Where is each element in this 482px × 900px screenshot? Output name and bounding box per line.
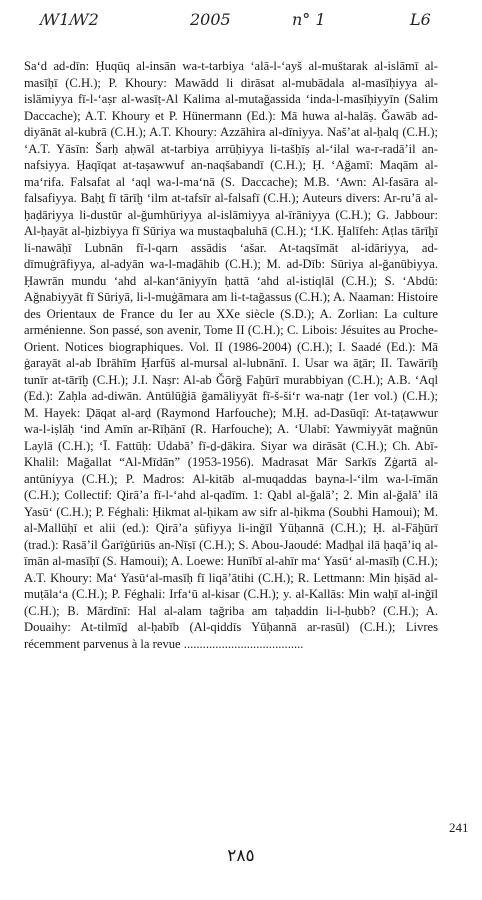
handwritten-year: 2005: [190, 10, 231, 29]
handwritten-initials: L6: [410, 10, 431, 29]
toc-text: Sa‘d ad-dīn: Ḥuqūq al-insān wa-t-tarbiya ‘alā-l-‘ayš al-muštarak al-islāmī al-masīḥī (C.H.); P. Khoury: Mawādd li dirāsat al-mubādala al-masīḥiyya al-islāmiyya fī-l-‘aṣr al-wasīṭ-Al Kalima al-mutaǧassida ‘inda-l-masīḥiyyīn (Salim Daccache); A.T. Khoury et P. Hünermann (Ed.): Mā huwa al-halāṣ. Ǧawāb ad-diyānāt al-kubrā (C.H.); A.T. Khoury: Azzāhira al-dīniyya. Naš’at al-ḥalq (C.H.); ‘A.T. Yāsīn: Šarḥ aḥwāl at-tarbiya arrūḥiyya li-tašḥīṣ al-‘ilal wa-r-radā’il an-nafsiyya. Ḥaqīqat at-taṣawwuf an-naqšabandī (C.H.); Ḥ. ‘Aǧamī: Maqām al-ma‘rifa. Falsafat al ‘aql wa-l-ma‘nā (S. Daccache); M.B. ‘Awn: Al-fasāra al-falsafiyya. Baḥṯ fī tārīḫ ‘ilm at-tafsīr al-falsafī (C.H.); Auteurs divers: Ar-ru’ā al-ḥaḍāriyya li-dustūr al-ǧumhūriyya al-islāmiyya al-īrāniyya (C.H.); G. Jabbour: Al-ḥayāt al-ḥizbiyya fī Sūriya wa mustaqbaluhā (C.H.); ‘I.K. Ḫalīfeh: Aṭlas tārīḫī li-nawāḥī Lubnān fī-l-qarn assādis ‘ašar. At-taqsīmāt al-idāriyya, ad-dīmuġrāfiyya, al-adyān wa-l-maḏāhib (C.H.); M. ad-Dīb: Sūriya al-ǧanūbiyya. Ḥawrān mundu ‘ahd al-kan‘āniyyīn ḥattā ‘ahd al-istiqlāl (C.H.); S. ‘Abdū: Aǧnabiyyāt fī Sūriyā, li-l-muġāmara am li-t-taǧassus (C.H.); A. Naaman: Histoire des Orientaux de France du Ier au XXe siècle (S.D.); A. Zorlian: La culture arménienne. Son passé, son avenir, Tome II (C.H.); C. Libois: Jésuites au Proche-Orient. Notices biographiques. Vol. II (1986-2004) (C.H.); I. Saadé (Ed.): Mā ġarayāt al-ab Ibrāhīm Ḥarfūš al-mursal al-lubnānī. I. Usar wa āṯār; II. Tawārīḫ tunīr at-tārīḫ (C.H.); J.I. Naṣr: Al-ab Ǧōrǧ Faḫūrī murabbiyan (C.H.); A.B. ‘Aql (Ed.): Zaḥla ad-diwān. Antūlūǧiā ǧamāliyyāt fī-š-ši‘r wa-naṯr (1er vol.) (C.H.); M. Hayek: Ḍāqat al-arḍ (Raymond Harfouche); M.Ḥ. ad-Dasūqī: At-taṭawwur wa-l-iṣlāḥ ‘ind Amīn ar-Rīḥānī (R. Harfouche); A. ‘Ulabī: Yawmiyyāt maǧnūn Laylā (C.H.); ‘Ī. Fattūḥ: Udabā’ fī-ḏ-ḏākira. Siyar wa dirāsāt (C.H.); Ch. Abī-Khalil: Maǧallat “Al-Mīdān” (1953-1956). Madrasat Mār Sarkīs Zġartā al-antūniyya (C.H.); P. Madros: Al-kitāb al-muqaddas bayna-l-‘ilm wa-l-īmān (C.H.); Collectif: Qirā’a fī-l-‘ahd al-qadīm. 1: Qabl al-ǧalā’; 2. Min al-ǧalā’ ilā Yasū‘ (C.H.); P. Féghali: Ḥikmat al-ḥikam aw sifr al-ḥikma (Soubhi Hamoui); M. al-Mallūḥī et alii (ed.): Qirā’a ṣūfiyya li-inǧīl Yūḥannā (C.H.); Ḥ. al-Fāḫūrī (trad.): Rasā’il Ġarīġūriūs an-Nīṣī (C.H.); S. Abou-Jaoudé: Madḫal ilā ḥaqā’iq al-īmān al-masīḥī (S. Hamoui); A. Loewe: Hunībī al-ahīr ma‘ Yasū‘ al-masīḥ (C.H.); A.T. Khoury: Ma‘ Yasū‘al-masīḥ fī liqā’ātihi (C.H.); R. Lettmann: Min ḥiṣād al-muṭāla‘a (C.H.); P. Féghali: Irfa‘ū al-kisar (C.H.); y. al-Kallās: Min waḥī al-inǧīl (C.H.); B. Mārdīnī: Hal al-alam taǧriba am taḥaddin li-l-ḥubb? (C.H.); A. Douaihy: At-tilmīḏ al-ḥabīb (Al-qiddīs Yūḥannā ar-rasūl) (C.H.);: [24, 59, 438, 634]
folio-number: ٢٨٥: [227, 846, 255, 865]
handwritten-number: n° 1: [292, 10, 326, 29]
handwritten-code: ꟿ1ꟿ2: [40, 10, 99, 29]
toc-last-line: Livres récemment parvenus à la revue ......................................: [24, 620, 439, 651]
page-number: 241: [449, 820, 469, 835]
toc-paragraph: [24, 58, 438, 652]
